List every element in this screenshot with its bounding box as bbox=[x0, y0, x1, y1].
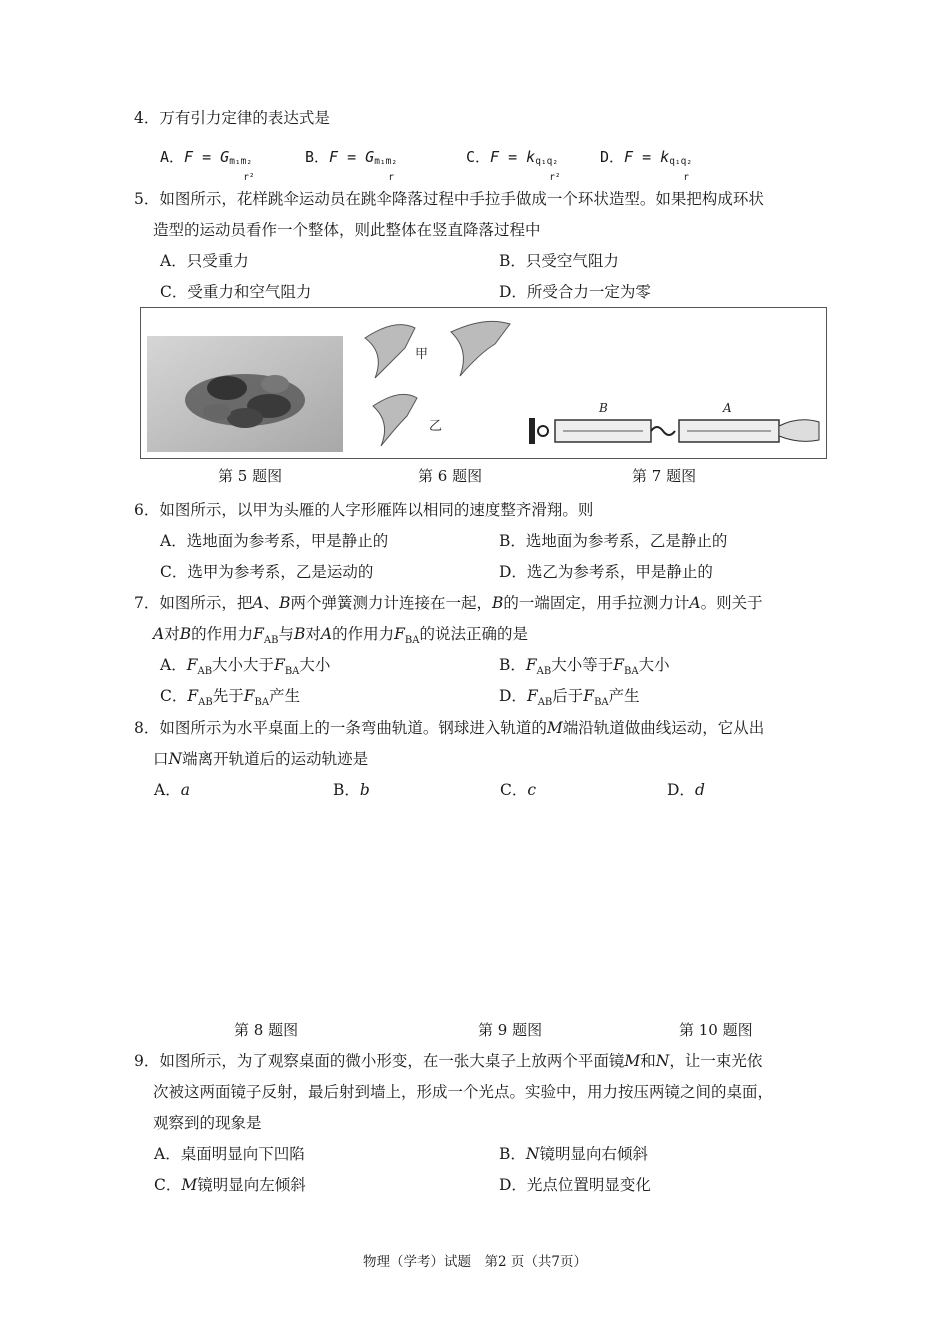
figure-5-caption: 第 5 题图 bbox=[218, 467, 283, 485]
q7-line-1: 7．如图所示，把A、B两个弹簧测力计连接在一起，B的一端固定，用手拉测力计A。则关于 bbox=[134, 594, 763, 612]
q5-option-a: A．只受重力 bbox=[160, 252, 249, 270]
q8-line-1: 8．如图所示为水平桌面上的一条弯曲轨道。钢球进入轨道的M端沿轨道做曲线运动，它从出 bbox=[134, 719, 765, 737]
q8-line-2: 口N端离开轨道后的运动轨迹是 bbox=[153, 750, 369, 768]
q4-option-d: D．F = k q₁q₂ r bbox=[600, 148, 693, 183]
q7-line-2: A对B的作用力$F_{AB}$与B对A的作用力$F_{BA}$的说法正确的是 bbox=[153, 625, 528, 646]
q7-option-a: A．$F_{AB}$大小大于$F_{BA}$大小 bbox=[160, 656, 331, 677]
q5-option-b: B．只受空气阻力 bbox=[499, 252, 619, 270]
figure-6-caption: 第 6 题图 bbox=[418, 467, 483, 485]
q8-option-b: B．b bbox=[333, 781, 370, 799]
q9-line-3: 观察到的现象是 bbox=[153, 1114, 262, 1132]
q9-line-1: 9．如图所示，为了观察桌面的微小形变，在一张大桌子上放两个平面镜M和N，让一束光依 bbox=[134, 1052, 763, 1070]
q9-option-b: B．N镜明显向右倾斜 bbox=[499, 1145, 648, 1163]
q8-option-d: D．d bbox=[667, 781, 705, 799]
scale-a-label: A bbox=[723, 401, 732, 415]
q6-option-d: D．选乙为参考系，甲是静止的 bbox=[499, 563, 713, 581]
q4-option-a: A．F = G m₁m₂ r² bbox=[160, 148, 255, 183]
goose-jia-label: 甲 bbox=[415, 347, 429, 362]
q5-line-1: 5．如图所示，花样跳伞运动员在跳伞降落过程中手拉手做成一个环状造型。如果把构成环状 bbox=[134, 190, 764, 208]
q5-option-c: C．受重力和空气阻力 bbox=[160, 283, 312, 301]
q6-option-a: A．选地面为参考系，甲是静止的 bbox=[160, 532, 389, 550]
page-footer: 物理（学考）试题 第2 页（共7页） bbox=[363, 1254, 587, 1270]
q9-option-a: A．桌面明显向下凹陷 bbox=[154, 1145, 305, 1163]
q4-option-c: C．F = k q₁q₂ r² bbox=[466, 148, 561, 183]
q4-stem: 4．万有引力定律的表达式是 bbox=[134, 109, 330, 127]
figure-box-q5-q7 bbox=[140, 307, 827, 459]
q8-option-a: A．a bbox=[154, 781, 190, 799]
spring-scales-figure bbox=[527, 396, 823, 452]
geese-formation-figure bbox=[355, 318, 525, 453]
goose-yi-label: 乙 bbox=[429, 419, 443, 434]
q9-line-2: 次被这两面镜子反射，最后射到墙上，形成一个光点。实验中，用力按压两镜之间的桌面， bbox=[153, 1083, 774, 1101]
q7-option-d: D．$F_{AB}$后于$F_{BA}$产生 bbox=[499, 687, 640, 708]
q8-option-c: C．c bbox=[500, 781, 537, 799]
figure-10-caption: 第 10 题图 bbox=[679, 1021, 753, 1039]
q4-option-b: B．F = G m₁m₂ r bbox=[305, 148, 398, 183]
q6-stem: 6．如图所示，以甲为头雁的人字形雁阵以相同的速度整齐滑翔。则 bbox=[134, 501, 594, 519]
q5-option-d: D．所受合力一定为零 bbox=[499, 283, 651, 301]
q9-option-c: C．M镜明显向左倾斜 bbox=[154, 1176, 306, 1194]
q6-option-c: C．选甲为参考系，乙是运动的 bbox=[160, 563, 374, 581]
q7-option-b: B．$F_{AB}$大小等于$F_{BA}$大小 bbox=[499, 656, 670, 677]
figure-8-caption: 第 8 题图 bbox=[234, 1021, 299, 1039]
figure-9-caption: 第 9 题图 bbox=[478, 1021, 543, 1039]
figure-7-caption: 第 7 题图 bbox=[632, 467, 697, 485]
q6-option-b: B．选地面为参考系，乙是静止的 bbox=[499, 532, 728, 550]
q5-line-2: 造型的运动员看作一个整体，则此整体在竖直降落过程中 bbox=[153, 221, 541, 239]
scale-b-label: B bbox=[599, 401, 608, 415]
q9-option-d: D．光点位置明显变化 bbox=[499, 1176, 651, 1194]
q7-option-c: C．$F_{AB}$先于$F_{BA}$产生 bbox=[160, 687, 301, 708]
skydivers-photo bbox=[147, 336, 343, 452]
